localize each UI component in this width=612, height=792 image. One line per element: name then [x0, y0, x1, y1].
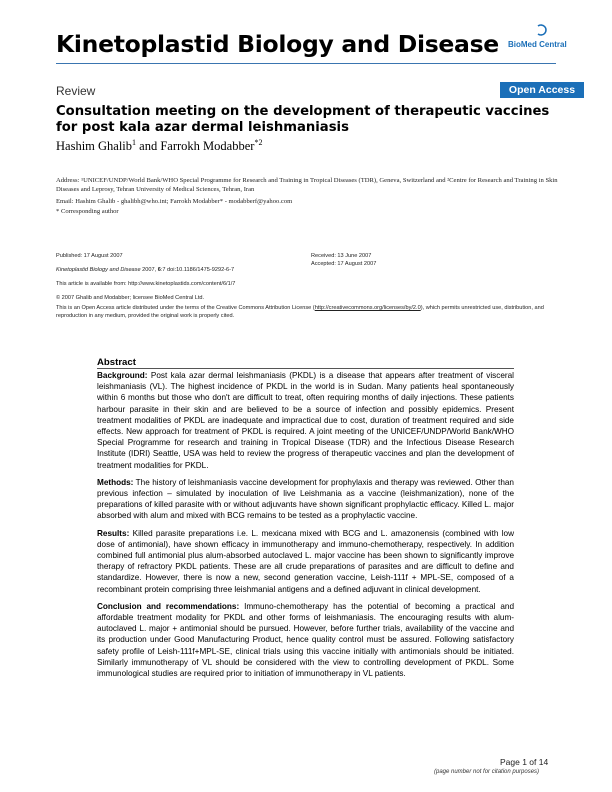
author-list	[56, 138, 262, 154]
section-label: Conclusion and recommendations:	[97, 601, 240, 611]
corresponding-author-note: * Corresponding author	[56, 208, 119, 215]
article-title: Consultation meeting on the development of therapeutic vaccines for post kala azar dermal leishmaniasis	[56, 104, 550, 135]
abstract-heading: Abstract	[97, 357, 136, 368]
citation-volume: 6	[157, 267, 161, 273]
section-text: Immuno-chemotherapy has the potential of becoming a practical and affordable treatment modality for PKDL and other forms of leishmaniasis. The encouraging results with alum-autoclaved L. major + antimonial should be pursued. However, before further trials, availability of the vaccine and its production under Good Manufacturing Product, hence quality control must be assured. Following satisfactory safety profile of Leish-111f+MPL-SE, clinical trials using this vaccine initially with antimonials should be initiated. Similarly immunotherapy of VL should be considered with the view to controlling development of PKDL. Some immunological studies are required prior to initiation of immunotherapy in VL patients.	[97, 601, 514, 679]
author-name[interactable]: Hashim Ghalib	[56, 139, 133, 154]
license-suffix: ), which permits unrestricted use, distribution, and reproduction in any medium, provided the original work is properly cited.	[56, 305, 544, 319]
abstract-results	[97, 528, 514, 595]
author-emails[interactable]: Email: Hashim Ghalib - ghalibh@who.int; Farrokh Modabber* - modabberf@yahoo.com	[56, 198, 293, 205]
biomed-arc-icon	[535, 24, 547, 36]
author-affiliation: 1	[132, 138, 137, 147]
received-date: Received: 13 June 2007	[311, 253, 372, 259]
logo-word: BioMed Central	[508, 40, 567, 49]
section-label: Methods:	[97, 477, 134, 487]
section-label: Review	[56, 84, 96, 98]
abstract-box	[97, 357, 514, 685]
biomed-central-logo	[508, 24, 568, 54]
citation-journal: Kinetoplastid Biology and Disease	[56, 267, 141, 273]
author-affiliation: *2	[254, 138, 263, 147]
abstract-background	[97, 370, 514, 471]
section-text: Killed parasite preparations i.e. L. mexicana mixed with BCG and L. amazonensis (combined with low dose of antimonial), have shown efficacy in immunotherapy and immuno-chemotherapy, respectively. In addition combined full antimonial plus alum-absorbed autoclaved L. major vaccine has been shown to significantly improve therapy of refractory PKDL patients. These are all crude preparations of parasites and are difficult to define and standardize. However, there is now a new, second generation vaccine, Leish-111f + MPL-SE, composed of a recombinant protein comprising three leishmanial antigens and a defined adjuvant in clinical development.	[97, 528, 514, 594]
affiliation-address: Address: ¹UNICEF/UNDP/World Bank/WHO Special Programme for Research and Training in Tropical Diseases (TDR), Geneva, Switzerland and ²Centre for Research and Training in Skin Diseases and Leprosy, Tehran University of Medical Sciences, Tehran, Iran	[56, 177, 558, 193]
page-number: Page 1 of 14	[500, 757, 549, 767]
author-name[interactable]: Farrokh Modabber	[160, 139, 255, 154]
license-link[interactable]: http://creativecommons.org/licenses/by/2.0	[314, 305, 421, 311]
page-number-note: (page number not for citation purposes)	[434, 769, 540, 775]
author-join: and	[136, 139, 161, 154]
section-label: Background:	[97, 371, 148, 380]
citation-year: 2007,	[140, 267, 158, 273]
citation-doi[interactable]: :7 doi:10.1186/1475-9292-6-7	[160, 267, 235, 273]
copyright-line: © 2007 Ghalib and Modabber; licensee BioMed Central Ltd.	[56, 295, 205, 301]
section-label: Results:	[97, 528, 130, 538]
license-prefix: This is an Open Access article distributed under the terms of the Creative Commons Attribution License (	[56, 305, 315, 311]
abstract-conclusion	[97, 601, 514, 679]
license-text	[56, 304, 576, 320]
citation-line	[56, 266, 234, 274]
published-date: Published: 17 August 2007	[56, 253, 123, 259]
article-url[interactable]: This article is available from: http://www.kinetoplastids.com/content/6/1/7	[56, 281, 236, 287]
section-text: Post kala azar dermal leishmaniasis (PKDL) is a disease that appears after treatment of visceral leishmaniasis (VL). The highest incidence of PKDL in the world is in Sudan. Many patients heal spontaneously within 6 months but those who don't are difficult to treat, often requiring months of daily injections. These patients harbour parasite in their skin and are believed to be a source of infection and possibly epidemics. Present treatment modalities of PKDL are inadequate and impractical due to cost, duration of treatment required and side effects. New approach for treatment of PKDL is required. A joint meeting of the UNICEF/UNDP/World Bank/WHO Special Programme for research and training in Tropical Disease (TDR) and the Infectious Disease Research Institute (IDRI) Seattle, USA was held to review the progress of therapeutic vaccines and plan the development of treatment modalities for PKDL.	[97, 371, 515, 470]
journal-title: Kinetoplastid Biology and Disease	[56, 30, 499, 58]
publisher-logo-text	[508, 40, 567, 49]
open-access-badge[interactable]: Open Access	[500, 82, 584, 98]
accepted-date: Accepted: 17 August 2007	[311, 261, 377, 267]
header-rule	[56, 63, 556, 64]
abstract-rule	[97, 368, 514, 369]
section-text: The history of leishmaniasis vaccine development for prophylaxis and therapy was reviewed. Other than previous infection – simulated by inoculation of live Leishmania as a vaccine (leishmanization), none of the preparations of killed parasite with or without adjuvants have shown significant prophylactic efficacy. Killed L. major absorbed with alum and mixed with BCG remains to be tested as a prophylactic vaccine.	[97, 477, 514, 521]
abstract-methods	[97, 477, 514, 522]
